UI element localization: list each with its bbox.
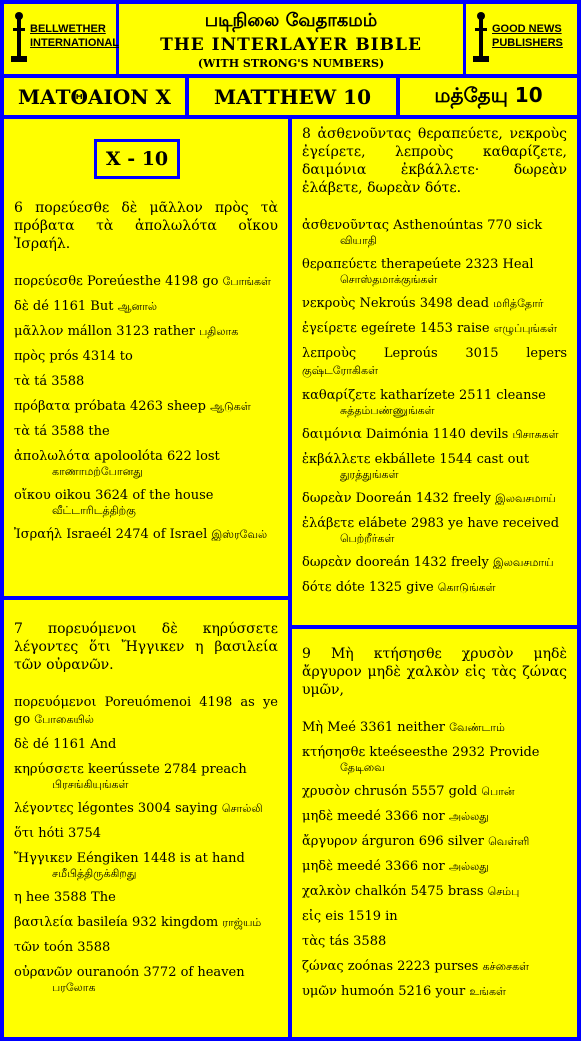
tamil-gloss: கொடுங்கள் [437,581,496,594]
word-entry [14,298,278,315]
word-gloss: λεπροὺς Leproús 3015 lepers [302,346,567,361]
book-tamil: மத்தேயு 10 [434,83,543,107]
word-entry [302,515,567,546]
shepherd-logo-icon [472,12,490,64]
word-gloss: δωρεὰν dooreán 1432 freely [302,555,489,570]
word-gloss: πορευόμενοι Poreuómenoi 4198 as ye go [14,695,278,727]
word-gloss: πρόβατα próbata 4263 sheep [14,399,206,414]
word-gloss: ἐλάβετε elábete 2983 ye have received [302,516,560,531]
tamil-gloss: காணாமற்போனது [52,465,143,478]
word-gloss: ἐγείρετε egeírete 1453 raise [302,321,490,336]
tamil-gloss: சமீபித்திருக்கிறது [52,867,137,880]
word-gloss: δότε dóte 1325 give [302,580,434,595]
word-gloss: θεραπεύετε therapeúete 2323 Heal [302,257,534,272]
book-greek-box [4,78,185,115]
verse-text: 7 πορευόμενοι δὲ κηρύσσετε λέγοντες ὅτι Ἤγγικεν η βασιλεία τῶν οὐρανῶν. [14,621,278,673]
word-gloss: τὰ tá 3588 [14,374,85,389]
word-gloss: μηδὲ meedé 3366 nor [302,809,445,824]
book-greek: ΜΑΤΘΑΙΟΝ X [17,84,172,109]
tamil-gloss: பதிலாக [199,325,239,338]
book-english-box [189,78,396,115]
word-gloss: νεκροὺς Nekroús 3498 dead [302,296,490,311]
title-subtitle: (WITH STRONG'S NUMBERS) [197,57,385,70]
word-entry [302,808,567,825]
good-news-logo-text: GOOD NEWS PUBLISHERS [492,23,563,49]
verse-text: 9 Μὴ κτήσησθε χρυσὸν μηδὲ ἄργυρον μηδὲ χαλκὸν εἰς τὰς ζώνας υμῶν, [302,646,567,698]
word-entry [14,761,278,792]
tamil-gloss: எழுப்புங்கள் [493,322,557,335]
word-entry [302,783,567,800]
word-entry [14,373,278,390]
word-entry [14,487,278,518]
word-gloss: λέγοντες légontes 3004 saying [14,801,218,816]
word-gloss: η hee 3588 The [14,890,116,905]
word-gloss: δαιμόνια Daimónia 1140 devils [302,427,509,442]
verse-9-panel [292,629,577,1037]
tamil-gloss: சொல்லி [221,802,263,815]
word-gloss: ζώνας zoónas 2223 purses [302,959,479,974]
verse-text: 8 ἀσθενοῦντας θεραπεύετε, νεκροὺς ἐγείρετε, λεπροὺς καθαρίζετε, δαιμόνια ἐκβάλλετε· δωρεὰν ἐλάβετε, δωρεὰν δότε. [302,126,567,196]
word-gloss: υμῶν humoón 5216 your [302,984,466,999]
word-entry [302,858,567,875]
tamil-gloss: பொன் [481,785,515,798]
tamil-gloss: இலவசமாய் [495,492,556,505]
word-entry [14,889,278,906]
word-gloss: κτήσησθε kteéseesthe 2932 Provide [302,745,540,760]
shepherd-logo-icon [10,12,28,64]
bellwether-logo-text: BELLWETHER INTERNATIONAL [30,23,120,49]
word-entry [302,387,567,418]
tamil-gloss: இஸ்ரவேல் [211,528,268,541]
word-entry [302,345,567,379]
tamil-gloss: வீட்டாரிடத்திற்கு [52,504,136,517]
tamil-gloss: துரத்துங்கள் [340,468,399,481]
book-tamil-box [400,78,577,115]
verse-6-panel [4,119,288,596]
tamil-gloss: இலவசமாய் [493,556,554,569]
verse-8-panel [292,119,577,625]
word-gloss: εἰς eis 1519 in [302,909,398,924]
word-entry [302,744,567,775]
tamil-gloss: கச்சைகள் [482,960,530,973]
tamil-gloss: அல்லது [448,810,489,823]
word-entry [14,448,278,479]
tamil-gloss: செம்பு [487,885,520,898]
word-gloss: ἀσθενοῦντας Asthenoúntas 770 sick [302,218,543,233]
word-gloss: τὰς tás 3588 [302,934,387,949]
verse-text: 6 πορεύεσθε δὲ μᾶλλον πρὸς τὰ πρόβατα τὰ ἀπολωλότα οἴκου Ἰσραήλ. [14,200,278,252]
left-logo-box [4,4,120,74]
word-entry [302,217,567,248]
word-gloss: δωρεὰν Dooreán 1432 freely [302,491,491,506]
word-entry [14,736,278,753]
word-entry [302,490,567,507]
word-gloss: οἴκου oikou 3624 of the house [14,488,214,503]
tamil-gloss: ராஜ்யம் [222,916,262,929]
word-entry [302,933,567,950]
verse-7-panel [4,600,288,1037]
word-entry [302,719,567,736]
word-gloss: ὅτι hóti 3754 [14,826,102,841]
word-gloss: τὰ tá 3588 the [14,424,110,439]
word-gloss: πρὸς prós 4314 to [14,349,133,364]
chapter-box: X - 10 [94,139,180,179]
book-english: MATTHEW 10 [213,84,371,109]
word-entry [302,833,567,850]
word-gloss: χαλκὸν chalkón 5475 brass [302,884,484,899]
tamil-gloss: ஆனால் [117,300,158,313]
tamil-gloss: பெற்றீர்கள் [340,532,395,545]
word-entry [14,273,278,290]
word-entry [14,939,278,956]
tamil-gloss: தேடிவை [340,761,385,774]
word-entry [14,850,278,881]
right-logo-box [466,4,577,74]
word-entry [302,320,567,337]
word-gloss: Ἰσραήλ Israeél 2474 of Israel [14,527,208,542]
word-entry [302,958,567,975]
word-gloss: καθαρίζετε katharízete 2511 cleanse [302,388,546,403]
tamil-gloss: போங்கள் [222,275,271,288]
word-gloss: ἄργυρον árguron 696 silver [302,834,484,849]
word-entry [302,983,567,1000]
tamil-gloss: ஆடுகள் [210,400,251,413]
word-gloss: μᾶλλον mállon 3123 rather [14,324,195,339]
word-entry [14,526,278,543]
word-gloss: δὲ dé 1161 But [14,299,114,314]
word-gloss: οὐρανῶν ouranoón 3772 of heaven [14,965,245,980]
tamil-gloss: வேண்டாம் [449,721,505,734]
tamil-gloss: அல்லது [448,860,489,873]
word-gloss: τῶν toón 3588 [14,940,111,955]
word-gloss: Ἤγγικεν Eéngiken 1448 is at hand [14,851,245,866]
tamil-gloss: உங்கள் [469,985,506,998]
word-gloss: ἀπολωλότα apoloolóta 622 lost [14,449,220,464]
word-gloss: μηδὲ meedé 3366 nor [302,859,445,874]
tamil-gloss: வெள்ளி [488,835,530,848]
word-gloss: Μὴ Meé 3361 neither [302,720,446,735]
tamil-gloss: சுத்தம்பண்ணுங்கள் [340,404,435,417]
word-entry [302,554,567,571]
word-gloss: ἐκβάλλετε ekbállete 1544 cast out [302,452,530,467]
word-entry [14,694,278,728]
word-entry [14,398,278,415]
word-entry [14,964,278,995]
tamil-gloss: போகையில் [34,713,94,726]
word-entry [302,451,567,482]
word-gloss: πορεύεσθε Poreúesthe 4198 go [14,274,219,289]
title-box [119,4,463,74]
word-gloss: δὲ dé 1161 And [14,737,117,752]
word-entry [14,825,278,842]
word-entry [14,914,278,931]
tamil-gloss: பிசாசுகள் [512,428,559,441]
word-gloss: βασιλεία basileía 932 kingdom [14,915,219,930]
word-entry [302,295,567,312]
word-entry [302,908,567,925]
title-english: THE INTERLAYER BIBLE [160,35,422,55]
tamil-gloss: பரலோக [52,981,96,994]
tamil-gloss: வியாதி [340,234,377,247]
word-gloss: κηρύσσετε keerússete 2784 preach [14,762,247,777]
title-tamil: படிநிலை வேதாகமம் [204,10,378,31]
tamil-gloss: மரித்தோர் [493,297,544,310]
tamil-gloss: பிரசங்கியுங்கள் [52,778,129,791]
word-entry [14,323,278,340]
word-entry [302,579,567,596]
word-entry [302,883,567,900]
tamil-gloss: சொஸ்தமாக்குங்கள் [340,273,438,286]
word-entry [14,423,278,440]
word-entry [14,348,278,365]
tamil-gloss: குஷ்டரோகிகள் [302,364,378,377]
word-entry [302,256,567,287]
word-gloss: χρυσὸν chrusón 5557 gold [302,784,478,799]
word-entry [302,426,567,443]
word-entry [14,800,278,817]
